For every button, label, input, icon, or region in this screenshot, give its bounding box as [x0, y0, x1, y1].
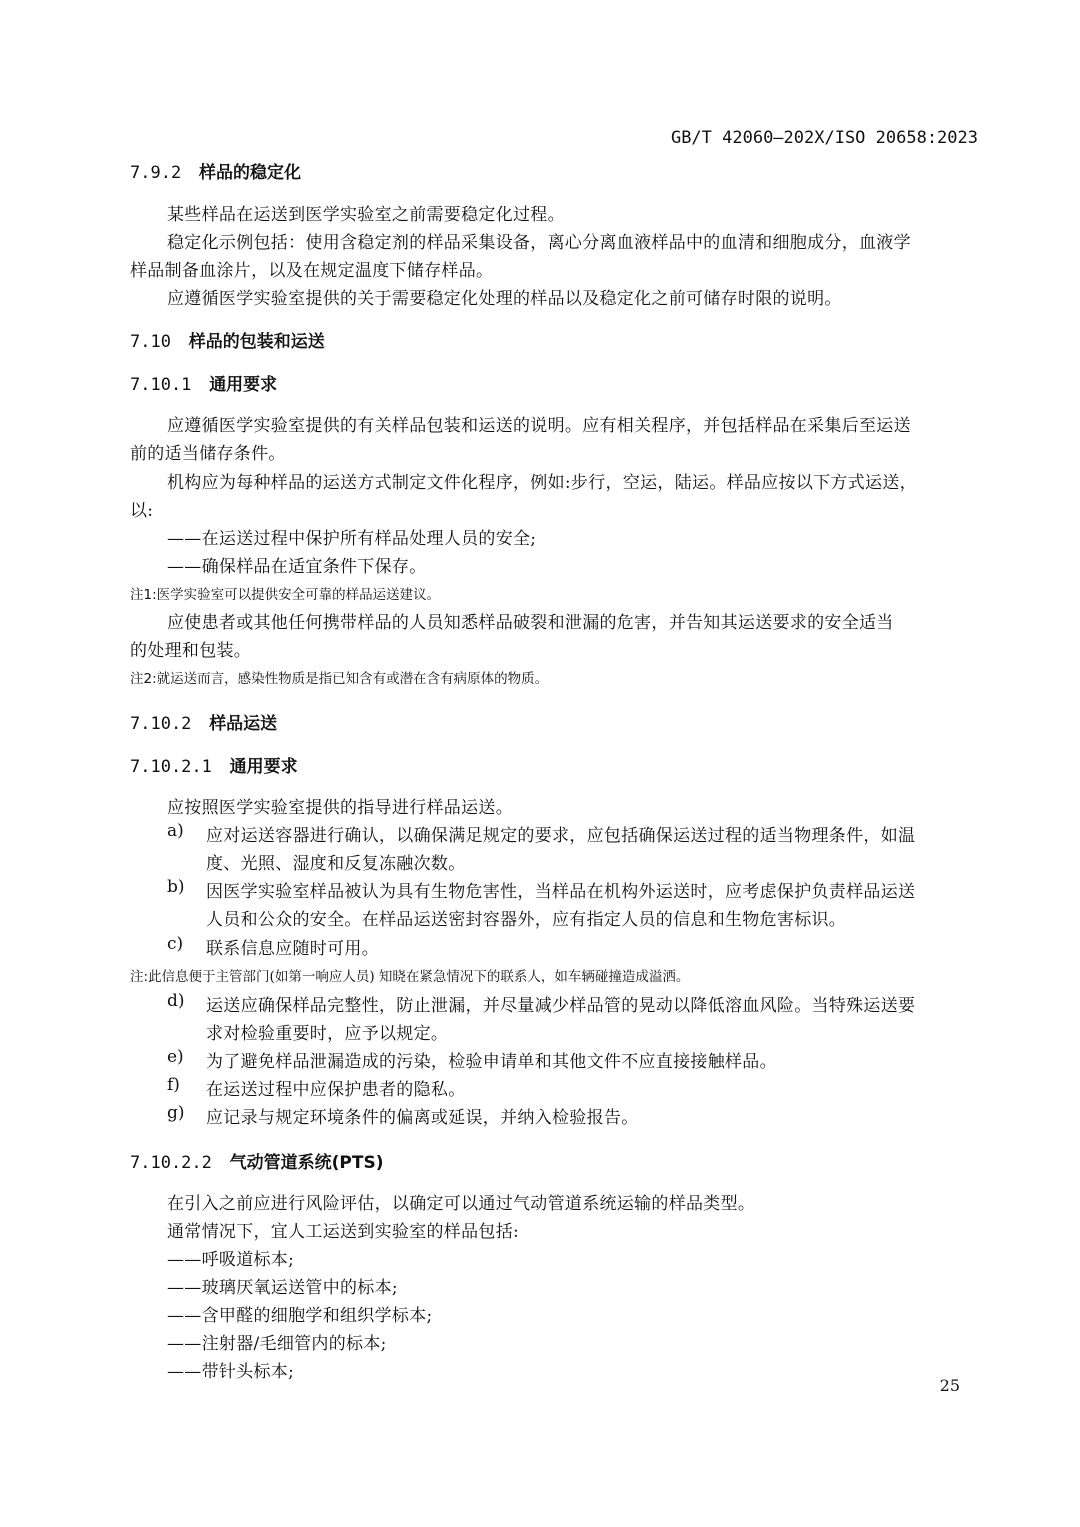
paragraph: 通常情况下，宜人工运送到实验室的样品包括: — [167, 1222, 520, 1242]
section-number: 7.10.1 — [130, 375, 192, 395]
list-marker: d) — [167, 991, 185, 1011]
list-item: 应对运送容器进行确认，以确保满足规定的要求，应包括确保运送过程的适当物理条件，如温 — [206, 826, 916, 846]
heading-7-10-2-1 — [130, 752, 298, 777]
note-text: 此信息便于主管部门(如第一响应人员) 知晓在紧急情况下的联系人，如车辆碰撞造成溢洒。 — [148, 969, 690, 985]
note-text: 医学实验室可以提供安全可靠的样品运送建议。 — [156, 587, 441, 603]
heading-7-9-2 — [130, 158, 301, 183]
paragraph: 在引入之前应进行风险评估，以确定可以通过气动管道系统运输的样品类型。 — [167, 1194, 756, 1214]
section-number: 7.10.2 — [130, 714, 192, 734]
note-label: 注: — [130, 969, 149, 985]
section-number: 7.10 — [130, 332, 171, 352]
list-marker: g) — [167, 1103, 185, 1123]
list-item: 在运送过程中应保护患者的隐私。 — [206, 1080, 466, 1100]
dash-item: ——注射器/毛细管内的标本; — [167, 1334, 387, 1354]
note-1 — [130, 583, 440, 603]
list-marker: f) — [167, 1075, 180, 1095]
list-item: 为了避免样品泄漏造成的污染，检验申请单和其他文件不应直接接触样品。 — [206, 1052, 777, 1072]
section-number: 7.10.2.1 — [130, 757, 212, 777]
list-item: 人员和公众的安全。在样品运送密封容器外，应有指定人员的信息和生物危害标识。 — [206, 910, 847, 930]
list-marker: b) — [167, 877, 185, 897]
list-marker: a) — [167, 821, 184, 841]
paragraph: 前的适当储存条件。 — [130, 444, 286, 464]
section-title: 样品运送 — [209, 714, 278, 734]
paragraph: 机构应为每种样品的运送方式制定文件化程序，例如:步行，空运，陆运。样品应按以下方式运送， — [167, 473, 917, 493]
paragraph: 的处理和包装。 — [130, 641, 252, 661]
list-marker: e) — [167, 1047, 184, 1067]
paragraph: 应遵循医学实验室提供的关于需要稳定化处理的样品以及稳定化之前可储存时限的说明。 — [167, 289, 842, 309]
note-label: 注1: — [130, 587, 157, 603]
document-id: GB/T 42060—202X/ISO 20658:2023 — [670, 128, 978, 148]
page-number: 25 — [939, 1376, 960, 1395]
heading-7-10-2-2 — [130, 1148, 384, 1173]
note-text: 就运送而言，感染性物质是指已知含有或潜在含有病原体的物质。 — [156, 671, 549, 687]
dash-item: ——带针头标本; — [167, 1362, 295, 1382]
list-item: 度、光照、湿度和反复冻融次数。 — [206, 854, 466, 874]
dash-item: ——玻璃厌氧运送管中的标本; — [167, 1278, 398, 1298]
section-number: 7.10.2.2 — [130, 1153, 212, 1173]
dash-item: ——确保样品在适宜条件下保存。 — [167, 557, 427, 577]
section-title: 样品的稳定化 — [198, 163, 301, 183]
paragraph: 稳定化示例包括：使用含稳定剂的样品采集设备，离心分离血液样品中的血清和细胞成分，血液学 — [167, 233, 911, 253]
section-title: 样品的包装和运送 — [188, 332, 325, 352]
paragraph: 以: — [130, 501, 154, 521]
list-item: 运送应确保样品完整性，防止泄漏，并尽量减少样品管的晃动以降低溶血风险。当特殊运送要 — [206, 996, 916, 1016]
list-marker: c) — [167, 934, 184, 954]
list-item: 联系信息应随时可用。 — [206, 939, 379, 959]
list-item: 因医学实验室样品被认为具有生物危害性，当样品在机构外运送时，应考虑保护负责样品运送 — [206, 882, 916, 902]
note-label: 注2: — [130, 671, 157, 687]
paragraph: 某些样品在运送到医学实验室之前需要稳定化过程。 — [167, 205, 565, 225]
paragraph: 应遵循医学实验室提供的有关样品包装和运送的说明。应有相关程序，并包括样品在采集后至运送 — [167, 416, 911, 436]
list-item: 求对检验重要时，应予以规定。 — [206, 1024, 449, 1044]
heading-7-10-2 — [130, 709, 277, 734]
section-title: 通用要求 — [229, 757, 298, 777]
dash-item: ——呼吸道标本; — [167, 1250, 295, 1270]
heading-7-10-1 — [130, 370, 277, 395]
paragraph: 应按照医学实验室提供的指导进行样品运送。 — [167, 798, 513, 818]
note-2 — [130, 667, 548, 687]
note — [130, 965, 689, 985]
list-item: 应记录与规定环境条件的偏离或延误，并纳入检验报告。 — [206, 1108, 639, 1128]
section-number: 7.9.2 — [130, 163, 182, 183]
paragraph: 样品制备血涂片，以及在规定温度下储存样品。 — [130, 261, 494, 281]
dash-item: ——含甲醛的细胞学和组织学标本; — [167, 1306, 433, 1326]
section-title: 通用要求 — [209, 375, 278, 395]
dash-item: ——在运送过程中保护所有样品处理人员的安全; — [167, 529, 537, 549]
heading-7-10 — [130, 327, 325, 352]
paragraph: 应使患者或其他任何携带样品的人员知悉样品破裂和泄漏的危害，并告知其运送要求的安全适当 — [167, 613, 894, 633]
section-title: 气动管道系统(PTS) — [229, 1153, 384, 1173]
